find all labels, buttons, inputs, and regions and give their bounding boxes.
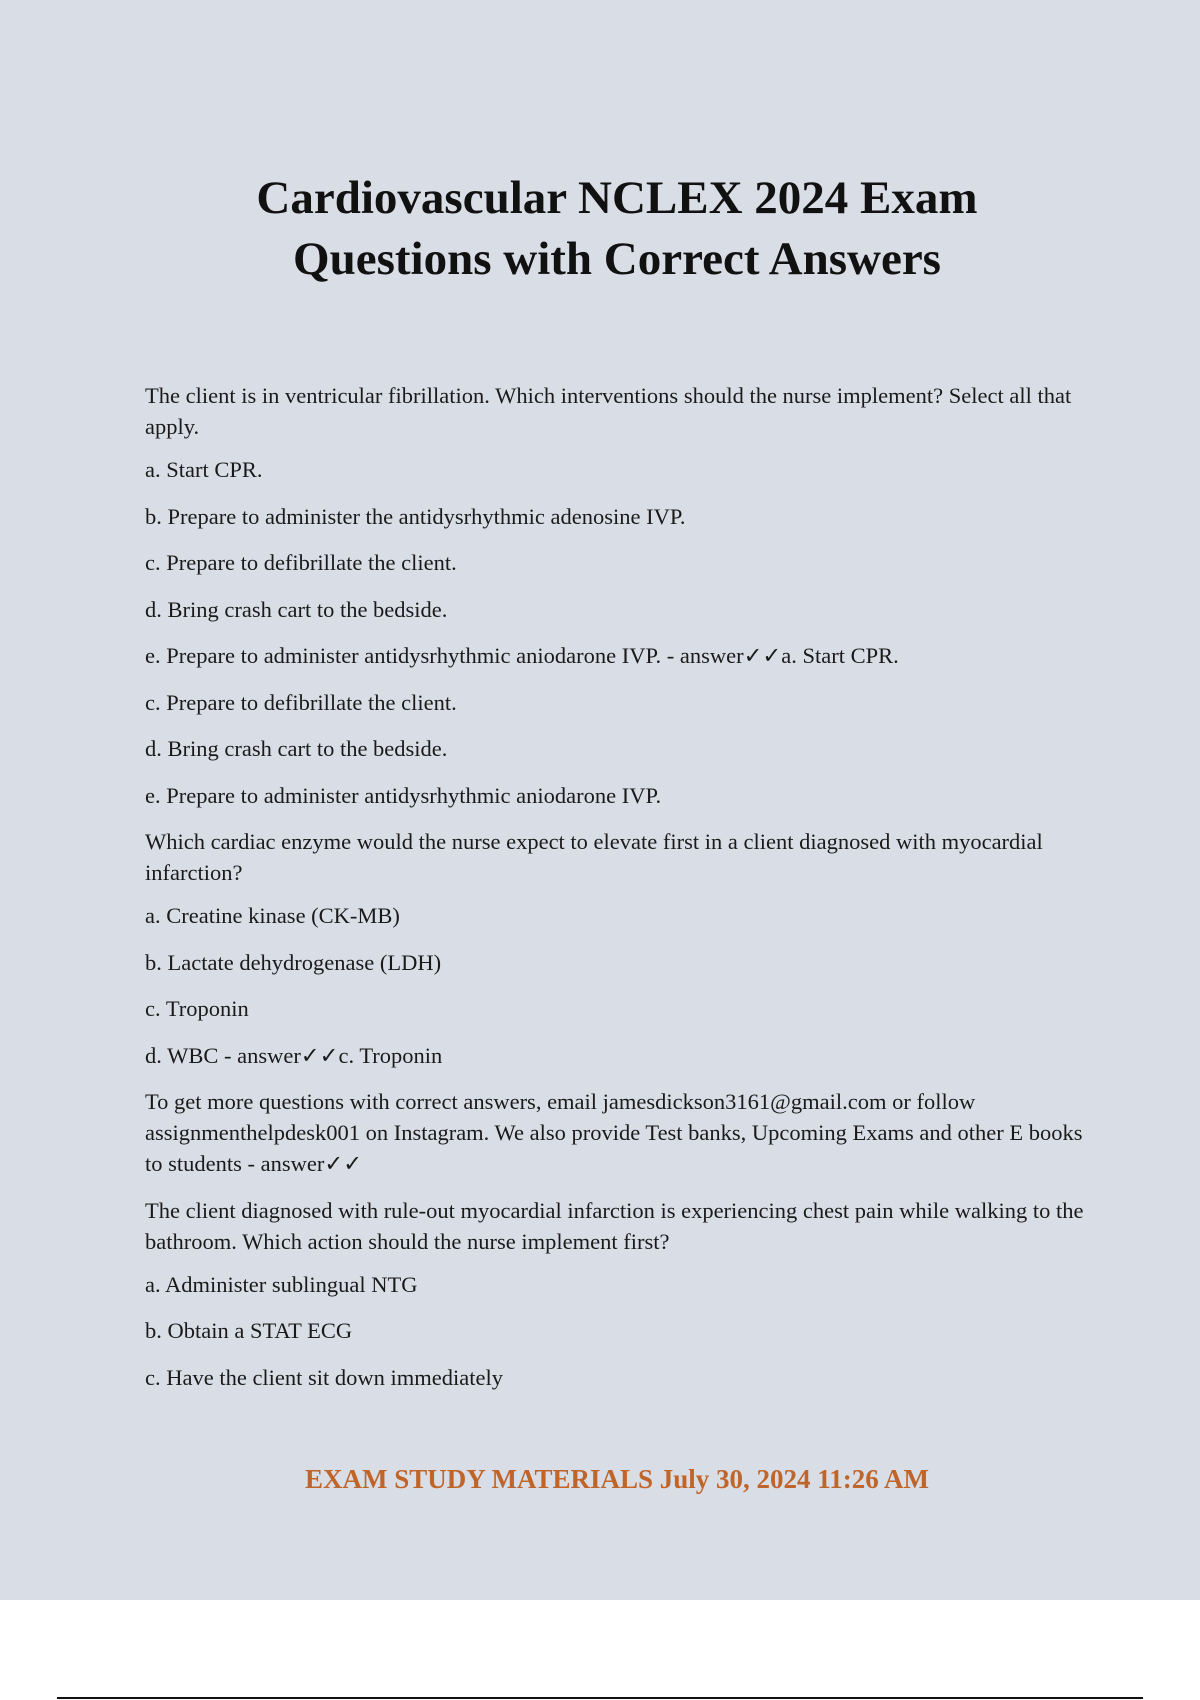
question-2-option-a: a. Creatine kinase (CK-MB) [145, 903, 400, 928]
answer-1-item-c: c. Prepare to defibrillate the client. [145, 689, 457, 715]
title-line-1: Cardiovascular NCLEX 2024 Exam [256, 172, 978, 224]
question-2-option-c: c. Troponin [145, 996, 249, 1021]
page-divider [57, 1697, 1143, 1699]
question-2-stem: Which cardiac enzyme would the nurse expect to elevate first in a client diagnosed with myocardial infarction? [145, 829, 1043, 885]
question-2-option-d-answer: d. WBC - answer✓✓c. Troponin [145, 1042, 443, 1068]
question-1-option-c: c. Prepare to defibrillate the client. [145, 550, 457, 575]
question-1-stem: The client is in ventricular fibrillation. Which interventions should the nurse implement? Select all that apply. [145, 383, 1072, 439]
question-1-option-b: b. Prepare to administer the antidysrhythmic adenosine IVP. [145, 503, 686, 529]
answer-1-item-d: d. Bring crash cart to the bedside. [145, 736, 448, 761]
footer-stamp: EXAM STUDY MATERIALS July 30, 2024 11:26 AM [304, 1464, 930, 1494]
question-3-option-a: a. Administer sublingual NTG [145, 1271, 418, 1297]
question-3-option-c: c. Have the client sit down immediately [145, 1364, 504, 1390]
promo-paragraph: To get more questions with correct answers, email jamesdickson3161@gmail.com or follow assignmenthelpdesk001 on Instagram. We also provide Test banks, Upcoming Exams and other E books to students - answer✓✓ [145, 1089, 1083, 1176]
question-3-stem: The client diagnosed with rule-out myocardial infarction is experiencing chest pain while walking to the bathroom. Which action should the nurse implement first? [145, 1197, 1084, 1254]
document-title [0, 168, 1200, 290]
question-1-option-a: a. Start CPR. [145, 457, 263, 482]
question-1-option-d: d. Bring crash cart to the bedside. [145, 596, 448, 622]
document-body [145, 380, 1085, 1408]
answer-1-item-e: e. Prepare to administer antidysrhythmic aniodarone IVP. [145, 782, 662, 808]
question-3-option-b: b. Obtain a STAT ECG [145, 1318, 353, 1343]
question-2-option-b: b. Lactate dehydrogenase (LDH) [145, 949, 442, 975]
question-1-option-e-answer: e. Prepare to administer antidysrhythmic aniodarone IVP. - answer✓✓a. Start CPR. [145, 643, 899, 668]
title-line-2: Questions with Correct Answers [293, 233, 941, 285]
